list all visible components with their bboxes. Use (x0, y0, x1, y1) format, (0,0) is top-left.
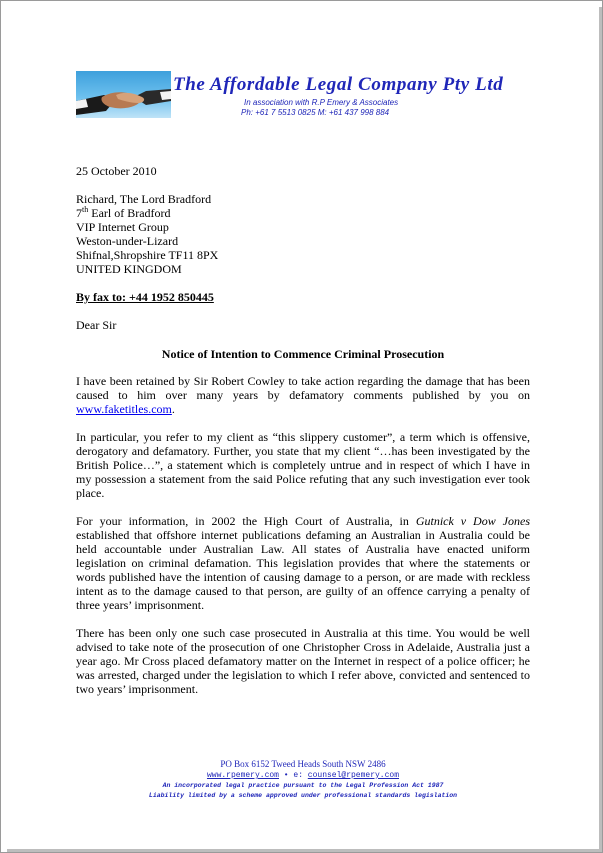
paragraph-line: There has been only one such case prosecuted in Australia at this time. You would be well (76, 626, 530, 640)
paragraph-line (76, 402, 530, 416)
paragraph-line: advised to take note of the prosecution of one Christopher Cross in Adelaide, Australia just a (76, 640, 530, 654)
footer-legal-practice: An incorporated legal practice pursuant to the Legal Profession Act 1987 (162, 782, 444, 789)
paragraph-text: For your information, in 2002 the High Court of Australia, in (76, 514, 416, 528)
paragraph-line: three years’ imprisonment. (76, 598, 205, 612)
paragraph-line: In particular, you refer to my client as “this slippery customer”, a term which is offensive, (76, 430, 530, 444)
website-link[interactable]: www.faketitles.com (76, 402, 172, 416)
paragraph-4 (76, 626, 530, 696)
paragraph-line: British Police…”, a statement which is completely untrue and in respect of which I have in (76, 458, 530, 472)
footer-website-link[interactable]: www.rpemery.com (206, 771, 279, 780)
handshake-icon (76, 71, 171, 118)
recipient-line-5: Shifnal,Shropshire TF11 8PX (76, 248, 219, 262)
recipient-title: Earl of Bradford (88, 206, 171, 220)
paragraph-line (76, 514, 530, 528)
paragraph-line: established that offshore internet publications defaming an Australian in Australia could be (76, 528, 530, 542)
company-name: The Affordable Legal Company Pty Ltd (173, 74, 504, 95)
recipient-line-6: UNITED KINGDOM (76, 262, 182, 276)
recipient-line-4: Weston-under-Lizard (76, 234, 179, 248)
fax-line: By fax to: +44 1952 850445 (76, 290, 214, 304)
paragraph-line: I have been retained by Sir Robert Cowley to take action regarding the damage that has been (76, 374, 530, 388)
association-line: In association with R.P Emery & Associates (244, 98, 399, 107)
salutation: Dear Sir (76, 318, 117, 332)
paragraph-line: derogatory and defamatory. Further, you state that my client “…has been investigated by the (76, 444, 530, 458)
paragraph-line: my possession a statement from the said Police refuting that any such investigation ever took (76, 472, 530, 486)
footer-liability: Liability limited by a scheme approved under professional standards legislation (148, 792, 458, 799)
paragraph-line: two years’ imprisonment. (76, 682, 199, 696)
recipient-line-1: Richard, The Lord Bradford (76, 192, 212, 206)
letter-subject: Notice of Intention to Commence Criminal Prosecution (161, 347, 445, 361)
footer-address: PO Box 6152 Tweed Heads South NSW 2486 (220, 759, 386, 769)
page-shadow-bottom (7, 849, 602, 852)
paragraph-line: caused to him over many years by defamatory comments published by you on (76, 388, 530, 402)
paragraph-line: intent as to the damage caused to that person, are guilty of an offence carrying a penalty of (76, 584, 530, 598)
paragraph-3 (76, 514, 530, 612)
paragraph-line: held accountable under Australian Law. All states of Australia have enacted uniform (76, 542, 530, 556)
footer-separator: • e: (278, 771, 308, 780)
phone-line: Ph: +61 7 5513 0825 M: +61 437 998 884 (241, 108, 390, 117)
paragraph-line: was arrested, charged under the legislation to which I refer above, convicted and sentenced to (76, 668, 530, 682)
paragraph-line: legislation on criminal defamation. This legislation provides that where the statements or (76, 556, 530, 570)
handshake-logo-image (76, 71, 171, 118)
paragraph-line: place. (76, 486, 105, 500)
period: . (171, 402, 175, 416)
letter-date: 25 October 2010 (76, 164, 157, 178)
footer-email-link[interactable]: counsel@rpemery.com (307, 771, 400, 780)
paragraph-1 (76, 374, 530, 416)
recipient-ordinal: 7 (76, 206, 82, 220)
paragraph-line: words published have the intention of causing damage to a person, or are made with reckless (76, 570, 530, 584)
recipient-ordinal-suffix: th (82, 205, 89, 214)
recipient-line-3: VIP Internet Group (76, 220, 169, 234)
paragraph-line: year ago. Mr Cross placed defamatory matter on the Internet in respect of a police officer; he (76, 654, 530, 668)
paragraph-2 (76, 430, 530, 500)
case-name: Gutnick v Dow Jones (415, 514, 530, 528)
recipient-line-2 (76, 206, 171, 220)
footer-contact (76, 771, 530, 780)
page-shadow-right (599, 7, 602, 852)
